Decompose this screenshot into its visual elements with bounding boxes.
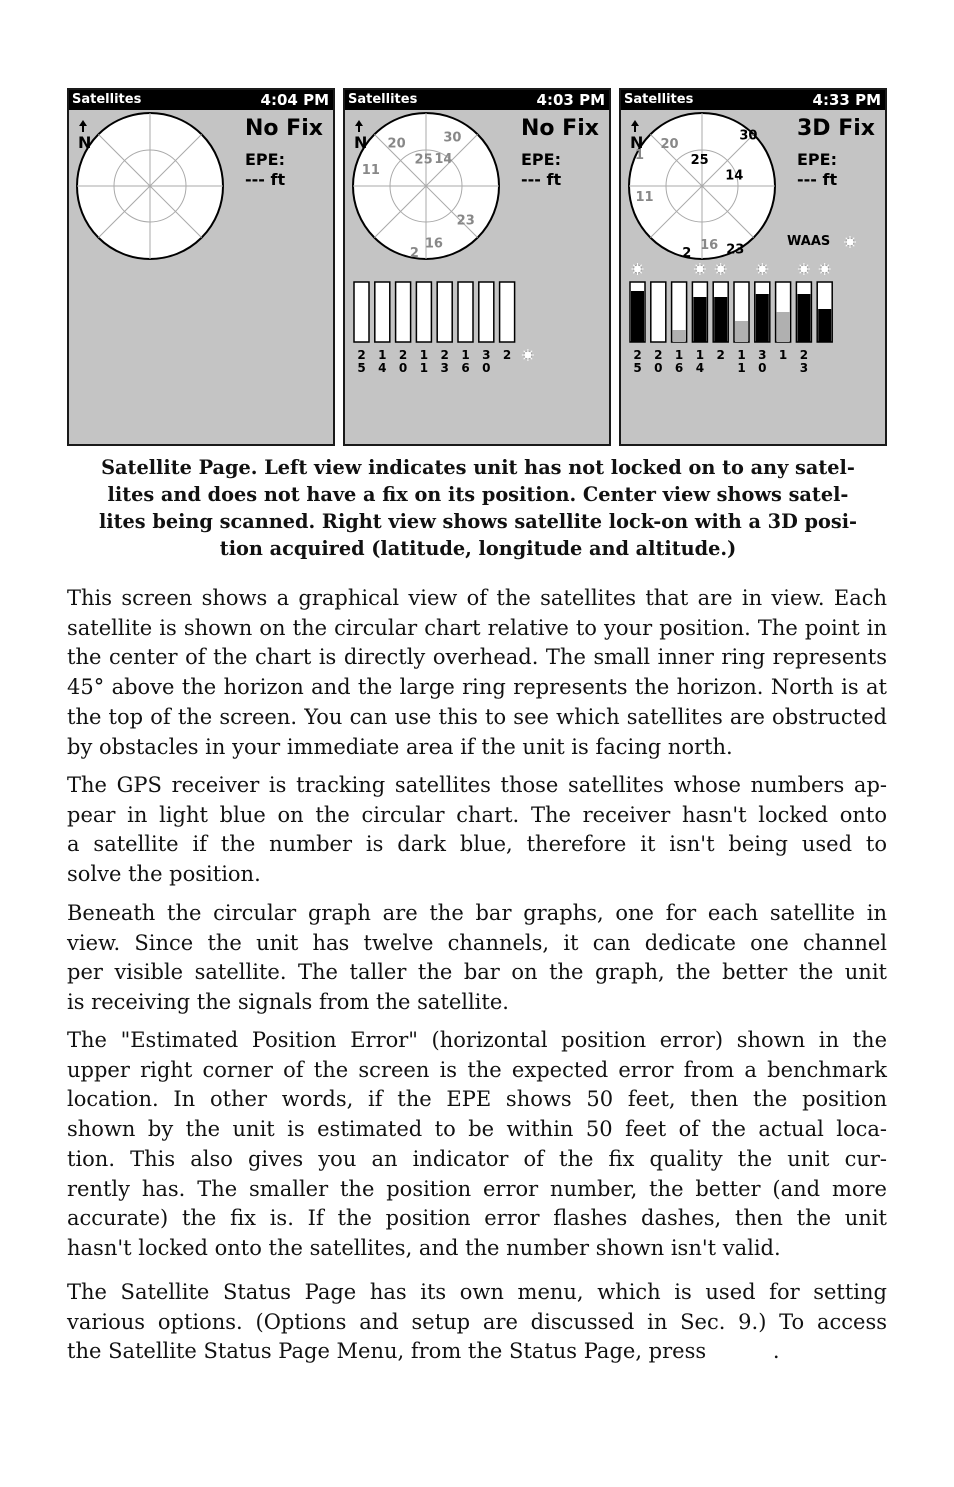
paragraph-line: shown by the unit is estimated to be within 50 feet of the actual loca-: [67, 1117, 887, 1142]
signal-bar-label: 3: [482, 348, 491, 362]
paragraph-line: tion. This also gives you an indicator of the fix quality the unit cur-: [67, 1146, 887, 1171]
satellite-screen-right: [619, 88, 887, 446]
signal-bar-label: 3: [440, 361, 449, 375]
signal-bar: [458, 282, 473, 342]
signal-bar-fill: [777, 312, 790, 342]
signal-bar-label: 1: [737, 361, 746, 375]
signal-bar-fill: [818, 309, 831, 342]
paragraph-line: 45° above the horizon and the large ring represents the horizon. North is at: [67, 675, 887, 700]
screen-clock: 4:04 PM: [260, 91, 329, 109]
signal-bar-label: 1: [674, 348, 684, 362]
signal-bar: [416, 282, 431, 342]
caption-line: lites and does not have a fix on its position. Center view shows satel-: [107, 483, 849, 506]
satellite-number: 11: [361, 163, 380, 179]
paragraph-epe: [67, 1026, 887, 1264]
satellite-sky-plot: [621, 90, 885, 444]
signal-bar-fill: [714, 297, 727, 342]
signal-bar-fill: [693, 297, 706, 342]
satellite-sky-plot: [69, 90, 333, 444]
signal-bar-fill: [756, 294, 769, 342]
signal-bar-label: 1: [419, 361, 429, 375]
paragraph-line: This screen shows a graphical view of the satellites that are in view. Each: [67, 586, 887, 610]
paragraph-line: rently has. The smaller the position error number, the better (and more: [67, 1176, 887, 1201]
signal-bar-label: 2: [716, 348, 725, 362]
signal-bar-label: 0: [398, 361, 408, 375]
paragraph-line: accurate) the fix is. If the position error flashes dashes, then the unit: [67, 1206, 887, 1231]
paragraph-line: pear in light blue on the circular chart. The receiver hasn't locked onto: [67, 802, 887, 827]
signal-bar: [396, 282, 411, 342]
paragraph-tracking: [67, 771, 887, 890]
signal-bar-label: 4: [378, 361, 387, 375]
epe-label: EPE:: [797, 150, 837, 169]
satellite-number: 25: [414, 152, 433, 168]
signal-bar-label: 1: [461, 348, 470, 362]
signal-bar: [437, 282, 452, 342]
epe-value: --- ft: [521, 170, 562, 189]
satellite-number: 14: [725, 168, 744, 184]
north-arrow-icon: [631, 120, 639, 132]
figure-caption: [67, 454, 889, 562]
signal-bar-label: 2: [440, 348, 449, 362]
signal-bar-label: 3: [799, 361, 809, 375]
north-arrow-icon: [355, 120, 363, 132]
signal-bar-label: 1: [378, 348, 387, 362]
satellite-number: 2: [682, 246, 692, 262]
caption-line: tion acquired (latitude, longitude and altitude.): [219, 537, 737, 560]
paragraph-line: The "Estimated Position Error" (horizontal position error) shown in the: [67, 1028, 887, 1052]
signal-bar-label: 0: [482, 361, 491, 375]
satellite-screen-center: [343, 88, 611, 446]
epe-value: --- ft: [245, 170, 286, 189]
paragraph-line: The GPS receiver is tracking satellites those satellites whose numbers ap-: [67, 773, 887, 797]
signal-bar-fill: [631, 291, 644, 342]
satellite-number: 20: [660, 136, 679, 152]
signal-bar-label: 2: [398, 348, 408, 362]
signal-bar: [479, 282, 494, 342]
north-label: N: [354, 133, 368, 152]
paragraph-line: solve the position.: [67, 862, 261, 887]
paragraph-bar-graphs: [67, 899, 887, 1018]
fix-status: No Fix: [245, 116, 323, 141]
satellite-number: 11: [635, 190, 654, 206]
caption-line: lites being scanned. Right view shows satellite lock-on with a 3D posi-: [98, 510, 858, 533]
signal-bar-label: 1: [695, 348, 705, 362]
satellite-number: 23: [726, 242, 745, 258]
paragraph-line: location. In other words, if the EPE shows 50 feet, then the position: [67, 1087, 887, 1112]
satellite-screenshots: [67, 88, 889, 446]
screen-title: Satellites: [624, 92, 694, 107]
screen-title: Satellites: [348, 92, 418, 107]
signal-bar-label: 1: [737, 348, 746, 362]
epe-readout: [797, 150, 837, 190]
signal-bar-label: 2: [633, 348, 642, 362]
paragraph-line: a satellite if the number is dark blue, therefore it isn't being used to: [67, 832, 887, 857]
signal-bar-label: 3: [758, 348, 767, 362]
satellite-number: 16: [424, 236, 443, 252]
epe-label: EPE:: [521, 150, 561, 169]
paragraph-line: the top of the screen. You can use this to see which satellites are obstructed: [67, 704, 887, 729]
paragraph-menu: [67, 1278, 887, 1367]
satellite-number: 25: [690, 153, 709, 169]
satellite-number: 23: [456, 213, 475, 229]
signal-bar-label: 5: [357, 361, 366, 375]
paragraph-line: view. Since the unit has twelve channels, it can dedicate one channel: [67, 930, 887, 955]
epe-readout: [521, 150, 561, 190]
signal-bar-label: 5: [633, 361, 642, 375]
signal-bar-label: 0: [654, 361, 663, 375]
screen-clock: 4:03 PM: [536, 91, 605, 109]
paragraph-line: satellite is shown on the circular chart relative to your position. The point in: [67, 615, 887, 640]
signal-bar-label: 1: [778, 348, 788, 362]
paragraph-line: The Satellite Status Page has its own menu, which is used for setting: [67, 1280, 887, 1304]
satellite-screen-left: [67, 88, 335, 446]
caption-line: Satellite Page. Left view indicates unit has not locked on to any satel-: [101, 456, 855, 479]
screen-clock: 4:33 PM: [812, 91, 881, 109]
paragraph-line: the center of the chart is directly overhead. The small inner ring represents: [67, 645, 887, 670]
north-label: N: [630, 133, 644, 152]
epe-value: --- ft: [797, 170, 838, 189]
satellite-number: 20: [387, 136, 406, 152]
satellite-number: 30: [739, 128, 758, 144]
fix-status: No Fix: [521, 116, 599, 141]
signal-bar: [651, 282, 666, 342]
signal-bar-label: 6: [674, 361, 684, 375]
signal-bar-label: 1: [419, 348, 429, 362]
satellite-sky-plot: [345, 90, 609, 444]
satellite-number: 30: [443, 130, 462, 146]
satellite-number: 2: [409, 246, 419, 262]
signal-bar-label: 2: [357, 348, 366, 362]
paragraph-line: upper right corner of the screen is the expected error from a benchmark: [67, 1057, 887, 1082]
signal-bar: [354, 282, 369, 342]
paragraph-line: by obstacles in your immediate area if the unit is facing north.: [67, 734, 733, 759]
signal-bar: [500, 282, 515, 342]
paragraph-line: Beneath the circular graph are the bar graphs, one for each satellite in: [67, 901, 887, 925]
signal-bar-label: 6: [461, 361, 470, 375]
signal-bar-fill: [673, 330, 686, 342]
signal-bar-label: 2: [502, 348, 512, 362]
paragraph-line: various options. (Options and setup are discussed in Sec. 9.) To access: [67, 1309, 887, 1334]
screen-title: Satellites: [72, 92, 142, 107]
epe-label: EPE:: [245, 150, 285, 169]
epe-readout: [245, 150, 285, 190]
signal-bar-label: 2: [799, 348, 809, 362]
signal-bar: [375, 282, 390, 342]
satellite-number: 16: [700, 237, 719, 253]
signal-bar-label: 2: [654, 348, 663, 362]
fix-status: 3D Fix: [797, 116, 875, 141]
signal-bar-label: 0: [758, 361, 767, 375]
north-label: N: [78, 133, 92, 152]
paragraph-line: hasn't locked onto the satellites, and the number shown isn't valid.: [67, 1235, 781, 1260]
signal-bar-label: 4: [695, 361, 705, 375]
north-arrow-icon: [79, 120, 87, 132]
paragraph-line: the Satellite Status Page Menu, from the Status Page, press .: [67, 1339, 780, 1364]
signal-bar-fill: [735, 321, 748, 342]
paragraph-line: per visible satellite. The taller the bar on the graph, the better the unit: [67, 960, 887, 985]
satellite-number: 14: [434, 152, 453, 168]
signal-bar-fill: [797, 294, 810, 342]
paragraph-line: is receiving the signals from the satellite.: [67, 990, 509, 1015]
waas-indicator: WAAS: [787, 234, 831, 249]
paragraph-chart-explanation: [67, 584, 887, 762]
satellite-number: 1: [635, 148, 645, 164]
